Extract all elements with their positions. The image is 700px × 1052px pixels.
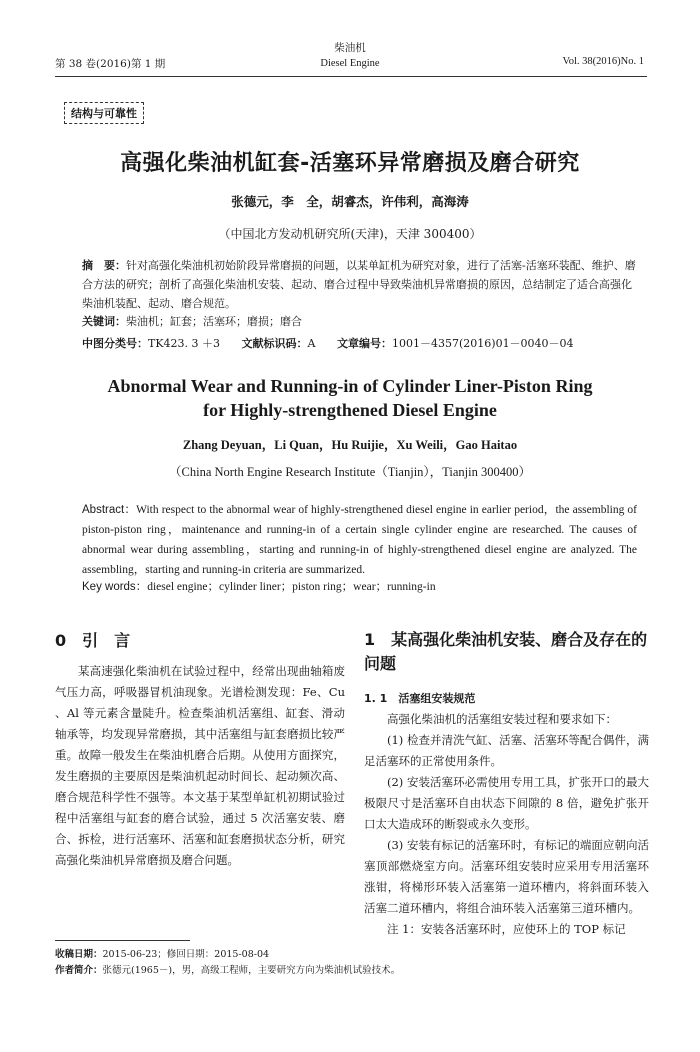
affiliation-en: （China North Engine Research Institute（Tianjin），Tianjin 300400） <box>169 465 531 479</box>
footnote-rule <box>55 940 190 941</box>
subsection-1-1-title: 1. 1 活塞组安装规范 <box>364 692 476 705</box>
paragraph: (3) 安装有标记的活塞环时，有标记的端面应朝向活塞顶部燃烧室方向。活塞环组安装时应采用专用活塞环涨钳，将梯形环装入活塞第一道环槽内，将斜面环装入活塞二道环槽内，将组合油环装入活塞第三道环槽内。 <box>364 838 649 915</box>
paragraph: 高强化柴油机的活塞组安装过程和要求如下： <box>387 712 617 726</box>
paper-title-cn: 高强化柴油机缸套-活塞环异常磨损及磨合研究 <box>120 151 580 176</box>
article-no-label: 文章编号： <box>337 337 392 350</box>
header-journal-cn: 柴油机 <box>334 42 366 54</box>
paragraph: (1) 检查并清洗气缸、活塞、活塞环等配合偶件，满足活塞环的正常使用条件。 <box>364 733 649 768</box>
abstract-en-label: Abstract： <box>82 504 137 516</box>
section-0-paragraph: 某高速强化柴油机在试验过程中，经常出现曲轴箱废气压力高，呼吸器冒机油现象。光谱检测发现：Fe、Cu 、Al 等元素含量陡升。检查柴油机活塞组、缸套、滑动轴承等，均发现异常磨损，其中活塞组与缸套磨损比较严重。故障一般发生在柴油机磨合后期。从使用方面探究，发生磨损的主要原因是柴油机起动时间长、起动频次高、磨合规范科学性不强等。本文基于某型单缸机初期试验过程中活塞组与缸套的磨合试验，通过 5 次活塞安装、磨合、拆检，进行活塞环、活塞和缸套磨损状态分析，研究高强化柴油机异常磨损及磨合问题。 <box>55 664 345 867</box>
keywords-en <box>82 578 436 594</box>
footnote-dates <box>55 946 269 960</box>
footnote-dates-text: 2015-06-23；修回日期：2015-08-04 <box>102 949 270 960</box>
authors-en: Zhang Deyuan，Li Quan，Hu Ruijie，Xu Weili，Gao Haitao <box>182 438 518 452</box>
footnote-author <box>55 962 400 976</box>
abstract-en <box>82 500 637 580</box>
paper-title-en <box>0 374 700 422</box>
footnote-dates-label: 收稿日期： <box>55 949 103 960</box>
header-rule <box>55 76 647 77</box>
article-no-value: 1001－4357(2016)01－0040－04 <box>392 337 574 350</box>
affiliation-cn: （中国北方发动机研究所(天津)，天津 300400） <box>218 227 482 241</box>
keywords-en-text: diesel engine；cylinder liner；piston ring；wear；running-in <box>147 581 436 593</box>
section-0-title: 0 引 言 <box>55 631 131 650</box>
keywords-cn <box>82 313 302 329</box>
keywords-cn-text: 柴油机；缸套；活塞环；磨损；磨合 <box>126 315 302 328</box>
keywords-en-label: Key words： <box>82 581 148 593</box>
header-volume: 第 38 卷(2016)第 1 期 <box>55 58 166 70</box>
section-tag: 结构与可靠性 <box>64 102 144 124</box>
section-1-title: 1 某高强化柴油机安装、磨合及存在的问题 <box>364 630 648 673</box>
clc-value: TK423. 3 ＋3 <box>148 337 221 350</box>
abstract-cn <box>82 256 637 313</box>
section-1-body <box>364 688 649 940</box>
doc-code-value: A <box>307 337 316 350</box>
header-volume-en: Vol. 38(2016)No. 1 <box>562 56 644 67</box>
paragraph: 注 1：安装各活塞环时，应使环上的 TOP 标记 <box>387 922 626 936</box>
paragraph: (2) 安装活塞环必需使用专用工具，扩张开口的最大极限尺寸是活塞环自由状态下间隙的 8 倍，避免扩张开口太大造成环的断裂或永久变形。 <box>364 775 649 831</box>
header-journal-en: Diesel Engine <box>320 58 380 69</box>
clc-label: 中图分类号： <box>82 337 148 350</box>
classification-line <box>82 335 642 351</box>
doc-code-label: 文献标识码： <box>241 337 308 350</box>
footnote-author-label: 作者简介： <box>55 965 103 976</box>
footnote-author-text: 张德元(1965－)，男，高级工程师，主要研究方向为柴油机试验技术。 <box>102 965 401 976</box>
abstract-en-text: With respect to the abnormal wear of highly-strengthened diesel engine in earlier period，the assembling of piston-piston ring，maintenance and running-in of a certain single cylinder engine are researched. The causes of abnormal wear during assembling，starting and running-in of highly-strengthened diesel engine are analyzed. The assembling，starting and running-in criteria are summarized. <box>82 504 637 576</box>
keywords-cn-label: 关键词： <box>82 315 126 328</box>
authors-cn: 张德元，李 全，胡睿杰，许伟利，高海涛 <box>231 194 469 209</box>
abstract-cn-label: 摘 要： <box>82 259 126 272</box>
abstract-cn-text: 针对高强化柴油机初始阶段异常磨损的问题，以某单缸机为研究对象，进行了活塞-活塞环装配、维护、磨合方法的研究；剖析了高强化柴油机安装、起动、磨合过程中导致柴油机异常磨损的原因，总结制定了适合高强化柴油机装配、起动、磨合规范。 <box>82 259 636 310</box>
paper-title-en-line2: for Highly-strengthened Diesel Engine <box>203 400 497 420</box>
paper-title-en-line1: Abnormal Wear and Running-in of Cylinder Liner-Piston Ring <box>107 376 593 396</box>
